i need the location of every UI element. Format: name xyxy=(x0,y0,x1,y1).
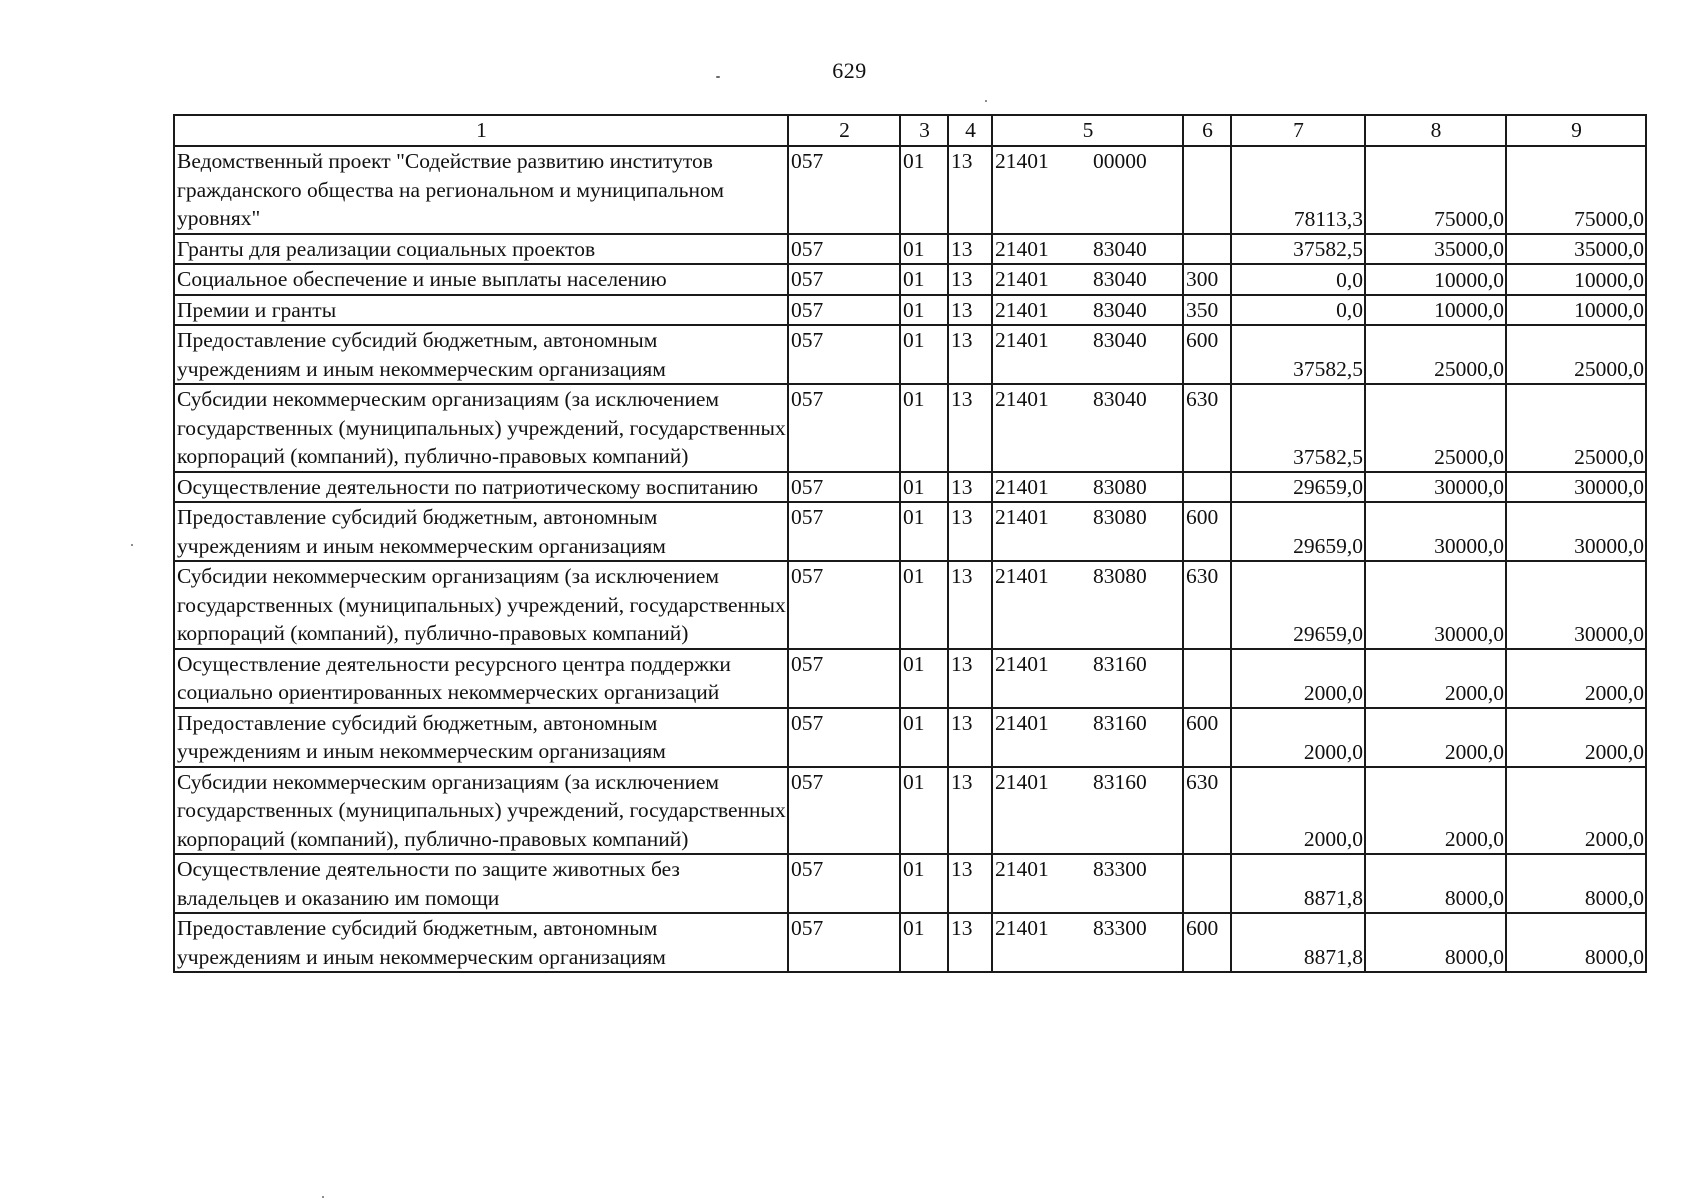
target-article-direction: 00000 xyxy=(1093,149,1147,173)
expense-type-cell xyxy=(1183,854,1231,913)
amount-col7-cell: 37582,5 xyxy=(1231,325,1365,384)
grbs-code-cell: 057 xyxy=(788,649,900,708)
subsection-code-cell: 13 xyxy=(948,264,992,295)
amount-col8-cell: 30000,0 xyxy=(1365,472,1506,503)
subsection-code-cell: 13 xyxy=(948,146,992,234)
expense-type-cell: 600 xyxy=(1183,502,1231,561)
target-article-program: 21401 xyxy=(995,267,1049,291)
table-row xyxy=(174,708,1646,767)
row-name-cell: Осуществление деятельности по защите животных без владельцев и оказанию им помощи xyxy=(174,854,788,913)
amount-col9-cell: 25000,0 xyxy=(1506,325,1646,384)
amount-col9-cell: 25000,0 xyxy=(1506,384,1646,472)
amount-col7-cell: 0,0 xyxy=(1231,264,1365,295)
header-cell-9: 9 xyxy=(1506,115,1646,146)
target-article-program: 21401 xyxy=(995,651,1049,676)
amount-col8-cell: 75000,0 xyxy=(1365,146,1506,234)
table-row xyxy=(174,913,1646,972)
grbs-code-cell: 057 xyxy=(788,264,900,295)
table-row xyxy=(174,234,1646,265)
section-code-cell: 01 xyxy=(900,854,948,913)
section-code-cell: 01 xyxy=(900,767,948,855)
amount-col7-cell: 8871,8 xyxy=(1231,854,1365,913)
target-article-direction: 83080 xyxy=(1093,474,1147,499)
row-name-cell: Субсидии некоммерческим организациям (за исключением государственных (муниципальных) учреждений, государственных корпораций (компаний), публично-правовых компаний) xyxy=(174,767,788,855)
amount-col9-cell: 30000,0 xyxy=(1506,472,1646,503)
row-name-cell: Предоставление субсидий бюджетным, автономным учреждениям и иным некоммерческим организациям xyxy=(174,325,788,384)
target-article-cell xyxy=(992,325,1183,384)
amount-col9-cell: 10000,0 xyxy=(1506,295,1646,326)
amount-col7-cell: 29659,0 xyxy=(1231,472,1365,503)
target-article-program: 21401 xyxy=(995,710,1049,735)
target-article-program: 21401 xyxy=(995,769,1049,794)
subsection-code-cell: 13 xyxy=(948,854,992,913)
grbs-code-cell: 057 xyxy=(788,234,900,265)
target-article-cell xyxy=(992,472,1183,503)
amount-col8-cell: 10000,0 xyxy=(1365,295,1506,326)
expense-type-cell: 600 xyxy=(1183,325,1231,384)
target-article-program: 21401 xyxy=(995,328,1049,352)
expense-type-cell: 300 xyxy=(1183,264,1231,295)
header-cell-1: 1 xyxy=(174,115,788,146)
amount-col8-cell: 2000,0 xyxy=(1365,767,1506,855)
section-code-cell: 01 xyxy=(900,649,948,708)
amount-col9-cell: 10000,0 xyxy=(1506,264,1646,295)
section-code-cell: 01 xyxy=(900,295,948,326)
target-article-cell xyxy=(992,854,1183,913)
header-cell-7: 7 xyxy=(1231,115,1365,146)
section-code-cell: 01 xyxy=(900,264,948,295)
expense-type-cell xyxy=(1183,234,1231,265)
table-row xyxy=(174,767,1646,855)
grbs-code-cell: 057 xyxy=(788,325,900,384)
row-name-cell: Предоставление субсидий бюджетным, автономным учреждениям и иным некоммерческим организациям xyxy=(174,502,788,561)
amount-col7-cell: 29659,0 xyxy=(1231,561,1365,649)
amount-col7-cell: 8871,8 xyxy=(1231,913,1365,972)
amount-col8-cell: 25000,0 xyxy=(1365,384,1506,472)
target-article-program: 21401 xyxy=(995,236,1049,261)
section-code-cell: 01 xyxy=(900,146,948,234)
subsection-code-cell: 13 xyxy=(948,295,992,326)
target-article-cell xyxy=(992,295,1183,326)
amount-col9-cell: 30000,0 xyxy=(1506,561,1646,649)
amount-col9-cell: 2000,0 xyxy=(1506,708,1646,767)
expense-type-cell: 630 xyxy=(1183,767,1231,855)
amount-col9-cell: 30000,0 xyxy=(1506,502,1646,561)
amount-col7-cell: 78113,3 xyxy=(1231,146,1365,234)
amount-col7-cell: 37582,5 xyxy=(1231,384,1365,472)
target-article-direction: 83160 xyxy=(1093,651,1147,676)
subsection-code-cell: 13 xyxy=(948,234,992,265)
target-article-cell xyxy=(992,502,1183,561)
amount-col8-cell: 2000,0 xyxy=(1365,649,1506,708)
amount-col8-cell: 35000,0 xyxy=(1365,234,1506,265)
amount-col8-cell: 2000,0 xyxy=(1365,708,1506,767)
table-row xyxy=(174,472,1646,503)
grbs-code-cell: 057 xyxy=(788,502,900,561)
amount-col7-cell: 0,0 xyxy=(1231,295,1365,326)
amount-col9-cell: 8000,0 xyxy=(1506,913,1646,972)
target-article-cell xyxy=(992,708,1183,767)
target-article-direction: 83040 xyxy=(1093,297,1147,322)
scan-speck xyxy=(131,544,133,546)
amount-col8-cell: 10000,0 xyxy=(1365,264,1506,295)
target-article-direction: 83160 xyxy=(1093,710,1147,735)
target-article-program: 21401 xyxy=(995,505,1049,529)
row-name-cell: Премии и гранты xyxy=(174,295,788,326)
header-cell-2: 2 xyxy=(788,115,900,146)
amount-col7-cell: 37582,5 xyxy=(1231,234,1365,265)
target-article-direction: 83080 xyxy=(1093,564,1147,588)
subsection-code-cell: 13 xyxy=(948,913,992,972)
target-article-cell xyxy=(992,384,1183,472)
target-article-direction: 83040 xyxy=(1093,387,1147,411)
target-article-program: 21401 xyxy=(995,916,1049,940)
amount-col7-cell: 2000,0 xyxy=(1231,767,1365,855)
header-cell-3: 3 xyxy=(900,115,948,146)
section-code-cell: 01 xyxy=(900,913,948,972)
row-name-cell: Субсидии некоммерческим организациям (за исключением государственных (муниципальных) учреждений, государственных корпораций (компаний), публично-правовых компаний) xyxy=(174,384,788,472)
grbs-code-cell: 057 xyxy=(788,384,900,472)
section-code-cell: 01 xyxy=(900,472,948,503)
target-article-cell xyxy=(992,234,1183,265)
subsection-code-cell: 13 xyxy=(948,767,992,855)
table-row xyxy=(174,649,1646,708)
section-code-cell: 01 xyxy=(900,502,948,561)
section-code-cell: 01 xyxy=(900,234,948,265)
amount-col7-cell: 2000,0 xyxy=(1231,649,1365,708)
header-cell-6: 6 xyxy=(1183,115,1231,146)
scan-speck xyxy=(985,100,987,102)
amount-col9-cell: 2000,0 xyxy=(1506,649,1646,708)
table-row xyxy=(174,854,1646,913)
target-article-cell xyxy=(992,264,1183,295)
subsection-code-cell: 13 xyxy=(948,708,992,767)
target-article-program: 21401 xyxy=(995,387,1049,411)
grbs-code-cell: 057 xyxy=(788,708,900,767)
scan-speck xyxy=(716,76,720,78)
target-article-direction: 83040 xyxy=(1093,328,1147,352)
header-cell-4: 4 xyxy=(948,115,992,146)
target-article-program: 21401 xyxy=(995,857,1049,881)
amount-col9-cell: 8000,0 xyxy=(1506,854,1646,913)
table-row xyxy=(174,384,1646,472)
table-row xyxy=(174,561,1646,649)
target-article-direction: 83040 xyxy=(1093,236,1147,261)
amount-col8-cell: 30000,0 xyxy=(1365,561,1506,649)
grbs-code-cell: 057 xyxy=(788,854,900,913)
table-row xyxy=(174,264,1646,295)
amount-col9-cell: 2000,0 xyxy=(1506,767,1646,855)
amount-col9-cell: 75000,0 xyxy=(1506,146,1646,234)
amount-col8-cell: 25000,0 xyxy=(1365,325,1506,384)
expense-type-cell: 630 xyxy=(1183,384,1231,472)
amount-col7-cell: 2000,0 xyxy=(1231,708,1365,767)
budget-table xyxy=(173,114,1647,973)
expense-type-cell: 600 xyxy=(1183,708,1231,767)
row-name-cell: Социальное обеспечение и иные выплаты населению xyxy=(174,264,788,295)
amount-col9-cell: 35000,0 xyxy=(1506,234,1646,265)
target-article-direction: 83160 xyxy=(1093,769,1147,794)
grbs-code-cell: 057 xyxy=(788,295,900,326)
header-cell-8: 8 xyxy=(1365,115,1506,146)
table-row xyxy=(174,146,1646,234)
row-name-cell: Гранты для реализации социальных проектов xyxy=(174,234,788,265)
section-code-cell: 01 xyxy=(900,708,948,767)
section-code-cell: 01 xyxy=(900,325,948,384)
section-code-cell: 01 xyxy=(900,561,948,649)
row-name-cell: Предоставление субсидий бюджетным, автономным учреждениям и иным некоммерческим организациям xyxy=(174,708,788,767)
target-article-cell xyxy=(992,767,1183,855)
subsection-code-cell: 13 xyxy=(948,325,992,384)
expense-type-cell xyxy=(1183,146,1231,234)
row-name-cell: Осуществление деятельности ресурсного центра поддержки социально ориентированных некоммерческих организаций xyxy=(174,649,788,708)
target-article-direction: 83040 xyxy=(1093,267,1147,291)
row-name-cell: Предоставление субсидий бюджетным, автономным учреждениям и иным некоммерческим организациям xyxy=(174,913,788,972)
expense-type-cell: 350 xyxy=(1183,295,1231,326)
table-row xyxy=(174,295,1646,326)
subsection-code-cell: 13 xyxy=(948,384,992,472)
target-article-direction: 83080 xyxy=(1093,505,1147,529)
table-row xyxy=(174,502,1646,561)
table-body xyxy=(174,115,1646,972)
grbs-code-cell: 057 xyxy=(788,913,900,972)
expense-type-cell: 600 xyxy=(1183,913,1231,972)
grbs-code-cell: 057 xyxy=(788,472,900,503)
target-article-cell xyxy=(992,913,1183,972)
grbs-code-cell: 057 xyxy=(788,146,900,234)
row-name-cell: Субсидии некоммерческим организациям (за исключением государственных (муниципальных) учреждений, государственных корпораций (компаний), публично-правовых компаний) xyxy=(174,561,788,649)
target-article-direction: 83300 xyxy=(1093,916,1147,940)
table-row xyxy=(174,325,1646,384)
page-number: 629 xyxy=(832,58,867,83)
subsection-code-cell: 13 xyxy=(948,502,992,561)
section-code-cell: 01 xyxy=(900,384,948,472)
amount-col8-cell: 30000,0 xyxy=(1365,502,1506,561)
subsection-code-cell: 13 xyxy=(948,472,992,503)
amount-col8-cell: 8000,0 xyxy=(1365,854,1506,913)
target-article-direction: 83300 xyxy=(1093,857,1147,881)
row-name-cell: Осуществление деятельности по патриотическому воспитанию xyxy=(174,472,788,503)
target-article-program: 21401 xyxy=(995,474,1049,499)
subsection-code-cell: 13 xyxy=(948,561,992,649)
grbs-code-cell: 057 xyxy=(788,767,900,855)
header-row xyxy=(174,115,1646,146)
target-article-cell xyxy=(992,649,1183,708)
row-name-cell: Ведомственный проект "Содействие развитию институтов гражданского общества на региональном и муниципальном уровнях" xyxy=(174,146,788,234)
target-article-cell xyxy=(992,561,1183,649)
amount-col7-cell: 29659,0 xyxy=(1231,502,1365,561)
scan-speck xyxy=(322,1196,324,1198)
target-article-program: 21401 xyxy=(995,149,1049,173)
amount-col8-cell: 8000,0 xyxy=(1365,913,1506,972)
grbs-code-cell: 057 xyxy=(788,561,900,649)
target-article-cell xyxy=(992,146,1183,234)
expense-type-cell: 630 xyxy=(1183,561,1231,649)
subsection-code-cell: 13 xyxy=(948,649,992,708)
expense-type-cell xyxy=(1183,649,1231,708)
expense-type-cell xyxy=(1183,472,1231,503)
target-article-program: 21401 xyxy=(995,564,1049,588)
target-article-program: 21401 xyxy=(995,297,1049,322)
header-cell-5: 5 xyxy=(992,115,1183,146)
